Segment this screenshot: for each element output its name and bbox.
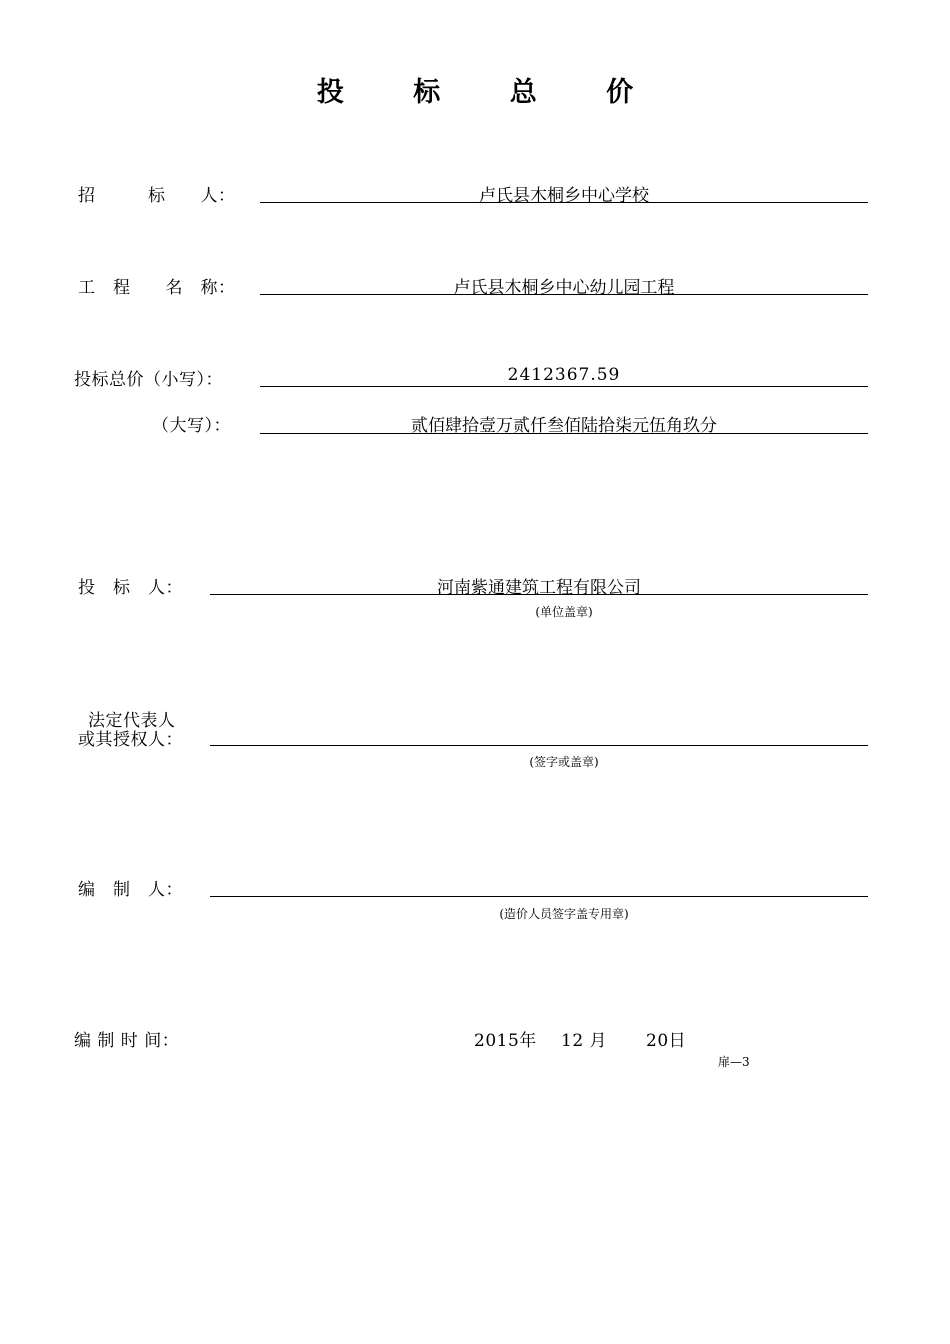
bid-price-big-underline <box>260 433 868 434</box>
form-code: 扉—3 <box>718 1055 750 1069</box>
page-title: 投 标 总 价 <box>316 77 664 108</box>
prep-time-month: 12 月 <box>561 1031 608 1051</box>
prep-time-day: 20日 <box>646 1031 687 1051</box>
legal-rep-underline <box>210 745 868 746</box>
preparer-underline <box>210 896 868 897</box>
bidder-value: 河南紫通建筑工程有限公司 <box>437 578 641 598</box>
prep-time-year: 2015年 <box>474 1031 537 1051</box>
legal-rep-label-line1: 法定代表人 <box>88 711 176 731</box>
tenderer-label: 招 标 人： <box>78 186 236 206</box>
preparer-seal-note: (造价人员签字盖专用章) <box>499 907 629 921</box>
bid-price-small-label: 投标总价（小写）： <box>74 370 223 390</box>
bid-price-big-value: 贰佰肆拾壹万贰仟叁佰陆拾柒元伍角玖分 <box>411 416 717 436</box>
legal-rep-label-line2: 或其授权人： <box>78 730 183 750</box>
prep-time-label: 编 制 时 间： <box>74 1031 180 1051</box>
bid-price-small-value: 2412367.59 <box>507 365 621 385</box>
tenderer-underline <box>260 202 868 203</box>
project-name-label: 工 程 名 称： <box>78 278 236 298</box>
bid-price-small-underline <box>260 386 868 387</box>
tenderer-value: 卢氏县木桐乡中心学校 <box>479 186 649 206</box>
bidder-seal-note: (单位盖章) <box>535 605 593 619</box>
bidder-underline <box>210 594 868 595</box>
bid-price-big-label: （大写）： <box>152 416 231 436</box>
bidder-label: 投 标 人： <box>78 578 183 598</box>
preparer-label: 编 制 人： <box>78 880 183 900</box>
project-name-underline <box>260 294 868 295</box>
project-name-value: 卢氏县木桐乡中心幼儿园工程 <box>453 278 675 298</box>
legal-rep-sign-note: (签字或盖章) <box>529 755 599 769</box>
